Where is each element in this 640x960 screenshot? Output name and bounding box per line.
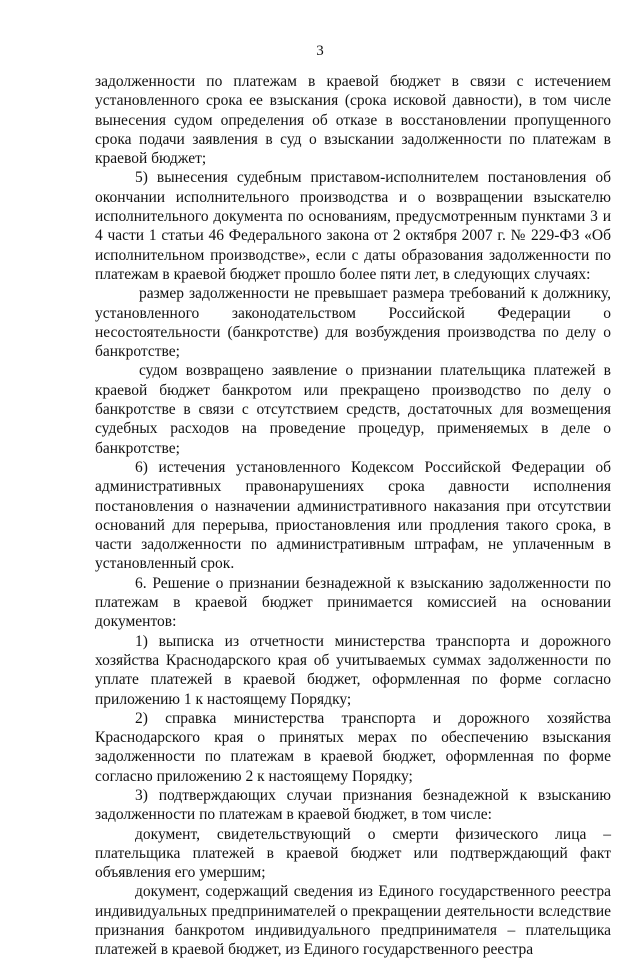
paragraph-section-6: 6. Решение о признании безнадежной к взысканию задолженности по платежам в краевой бюджет принимается комиссией на основании документов:	[95, 574, 611, 631]
paragraph-doc-2: 2) справка министерства транспорта и дорожного хозяйства Краснодарского края о принятых мерах по обеспечению взыскания задолженности по платежам в краевой бюджет, оформленная по форме согласно приложению 2 к настоящему Порядку;	[95, 709, 611, 785]
paragraph-item-6: 6) истечения установленного Кодексом Российской Федерации об административных правонарушениях срока давности исполнения постановления о назначении административного наказания при отсутствии оснований для перерыва, приостановления или продления такого срока, в части задолженности по административным штрафам, не уплаченным в установленный срок.	[95, 458, 611, 573]
document-body	[95, 72, 611, 960]
paragraph-case-bankruptcy-returned: судом возвращено заявление о признании плательщика платежей в краевой бюджет банкротом или прекращено производство по делу о банкротстве в связи с отсутствием средств, достаточных для возмещения судебных расходов на проведение процедур, применяемых в деле о банкротстве;	[95, 362, 611, 457]
paragraph-doc-3: 3) подтверждающих случаи признания безнадежной к взысканию задолженности по платежам в краевой бюджет, в том числе:	[95, 786, 611, 824]
paragraph-item-5: 5) вынесения судебным приставом-исполнителем постановления об окончании исполнительного производства и о возвращении взыскателю исполнительного документа по основаниям, предусмотренным пунктами 3 и 4 части 1 статьи 46 Федерального закона от 2 октября 2007 г. № 229-ФЗ «Об исполнительном производстве», если с даты образования задолженности по платежам в краевой бюджет прошло более пяти лет, в следующих случаях:	[95, 169, 611, 283]
page-number: 3	[316, 43, 324, 59]
paragraph-continuation: задолженности по платежам в краевой бюджет в связи с истечением установленного срока ее взыскания (срока исковой давности), в том числе вынесения судом определения об отказе в восстановлении пропущенного срока подачи заявления в суд о взыскании задолженности по платежам в краевой бюджет;	[95, 73, 611, 168]
paragraph-case-debt-size: размер задолженности не превышает размера требований к должнику, установленного законодательством Российской Федерации о несостоятельности (банкротстве) для возбуждения производства по делу о банкротстве;	[95, 285, 611, 361]
paragraph-registry-document: документ, содержащий сведения из Единого государственного реестра индивидуальных предпринимателей о прекращении деятельности вследствие признания банкротом индивидуального предпринимателя – плательщика платежей в краевой бюджет, из Единого государственного реестра	[95, 883, 611, 959]
paragraph-doc-1: 1) выписка из отчетности министерства транспорта и дорожного хозяйства Краснодарского края об учитываемых суммах задолженности по уплате платежей в краевой бюджет, оформленная по форме согласно приложению 1 к настоящему Порядку;	[95, 632, 611, 708]
paragraph-death-document: документ, свидетельствующий о смерти физического лица – плательщика платежей в краевой бюджет или подтверждающий факт объявления его умершим;	[95, 825, 611, 882]
